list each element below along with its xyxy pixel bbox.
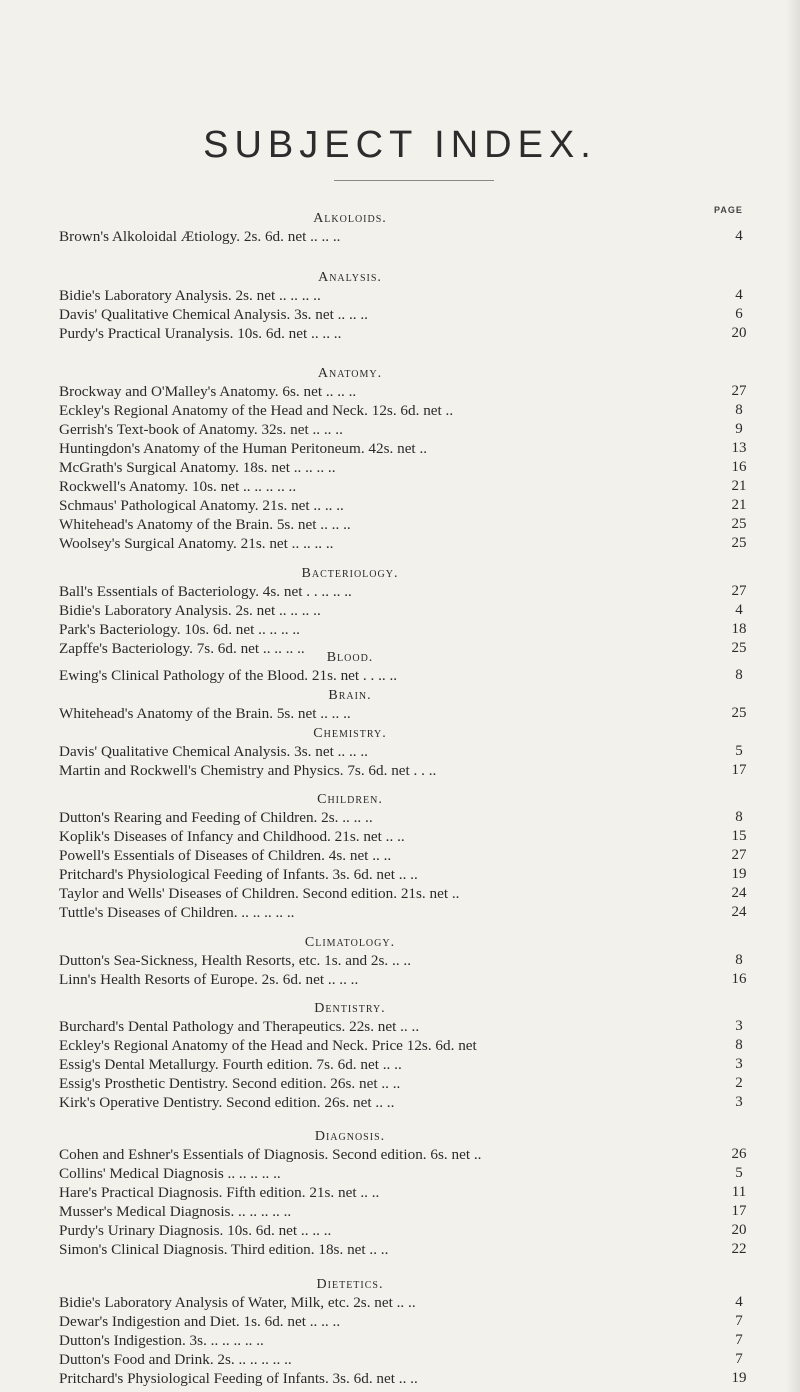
entry-page-number: 19: [731, 1370, 747, 1386]
entry-title: Davis' Qualitative Chemical Analysis. 3s. net .. .. ..: [59, 743, 368, 760]
entry-title: Woolsey's Surgical Anatomy. 21s. net .. .. .. ..: [59, 535, 334, 552]
entry-page-number: 3: [735, 1094, 743, 1110]
index-entry: [59, 1350, 779, 1369]
entry-page-number: 22: [731, 1241, 747, 1257]
entry-title: Eckley's Regional Anatomy of the Head and Neck. 12s. 6d. net ..: [59, 402, 454, 419]
index-entry: [59, 1240, 779, 1259]
section-heading: Diagnosis.: [314, 1129, 386, 1144]
entry-title: Brockway and O'Malley's Anatomy. 6s. net .. .. ..: [59, 383, 357, 400]
entry-title: Pritchard's Physiological Feeding of Infants. 3s. 6d. net .. ..: [59, 1370, 418, 1387]
index-entry: [59, 420, 779, 439]
entry-page-number: 27: [731, 583, 747, 599]
entry-title: Bidie's Laboratory Analysis of Water, Milk, etc. 2s. net .. ..: [59, 1294, 416, 1311]
entry-title: Dutton's Food and Drink. 2s. .. .. .. .. ..: [59, 1351, 292, 1368]
entry-page-number: 21: [731, 497, 747, 513]
index-entry: [59, 534, 779, 553]
index-entry: [59, 761, 779, 780]
entry-title: Schmaus' Pathological Anatomy. 21s. net .. .. ..: [59, 497, 344, 514]
entry-title: Powell's Essentials of Diseases of Children. 4s. net .. ..: [59, 847, 392, 864]
entry-title: Martin and Rockwell's Chemistry and Physics. 7s. 6d. net . . ..: [59, 762, 437, 779]
title-rule: [334, 180, 494, 181]
entry-page-number: 3: [735, 1056, 743, 1072]
entry-page-number: 25: [731, 535, 747, 551]
entry-page-number: 7: [735, 1313, 743, 1329]
entry-title: Purdy's Practical Uranalysis. 10s. 6d. net .. .. ..: [59, 325, 342, 342]
entry-page-number: 17: [731, 762, 747, 778]
index-entry: [59, 1369, 779, 1388]
index-entry: [59, 515, 779, 534]
section-heading: Chemistry.: [313, 726, 387, 741]
entry-title: Park's Bacteriology. 10s. 6d. net .. .. .. ..: [59, 621, 300, 638]
entry-title: Musser's Medical Diagnosis. .. .. .. .. ..: [59, 1203, 292, 1220]
entry-page-number: 15: [731, 828, 747, 844]
entry-title: Gerrish's Text-book of Anatomy. 32s. net .. .. ..: [59, 421, 343, 438]
entry-title: Simon's Clinical Diagnosis. Third edition. 18s. net .. ..: [59, 1241, 389, 1258]
index-entry: [59, 903, 779, 922]
entry-title: Whitehead's Anatomy of the Brain. 5s. net .. .. ..: [59, 516, 351, 533]
index-entry: [59, 1164, 779, 1183]
entry-title: Dutton's Indigestion. 3s. .. .. .. .. ..: [59, 1332, 264, 1349]
index-entry: [59, 951, 779, 970]
entry-page-number: 20: [731, 1222, 747, 1238]
entry-page-number: 6: [735, 306, 743, 322]
entry-page-number: 8: [735, 667, 743, 683]
entry-title: Tuttle's Diseases of Children. .. .. .. .. ..: [59, 904, 295, 921]
entry-page-number: 16: [731, 971, 747, 987]
entry-title: Purdy's Urinary Diagnosis. 10s. 6d. net .. .. ..: [59, 1222, 332, 1239]
section-heading: Children.: [317, 792, 383, 807]
index-entry: [59, 884, 779, 903]
entry-page-number: 17: [731, 1203, 747, 1219]
entry-title: Hare's Practical Diagnosis. Fifth edition. 21s. net .. ..: [59, 1184, 380, 1201]
entry-page-number: 19: [731, 866, 747, 882]
index-entry: [59, 970, 779, 989]
entry-title: Zapffe's Bacteriology. 7s. 6d. net .. .. .. ..: [59, 640, 305, 657]
entry-page-number: 16: [731, 459, 747, 475]
entry-title: Bidie's Laboratory Analysis. 2s. net .. .. .. ..: [59, 602, 321, 619]
entry-title: Whitehead's Anatomy of the Brain. 5s. net .. .. ..: [59, 705, 351, 722]
index-entry: [59, 1183, 779, 1202]
entry-page-number: 21: [731, 478, 747, 494]
section-heading: Blood.: [326, 650, 374, 665]
entry-page-number: 20: [731, 325, 747, 341]
entry-title: Rockwell's Anatomy. 10s. net .. .. .. .. ..: [59, 478, 297, 495]
entry-title: Dewar's Indigestion and Diet. 1s. 6d. net .. .. ..: [59, 1313, 341, 1330]
section-heading: Dietetics.: [316, 1277, 384, 1292]
index-entry: [59, 227, 779, 246]
entry-page-number: 7: [735, 1332, 743, 1348]
index-entry: [59, 401, 779, 420]
index-entry: [59, 1293, 779, 1312]
entry-page-number: 7: [735, 1351, 743, 1367]
index-entry: [59, 827, 779, 846]
entry-page-number: 26: [731, 1146, 747, 1162]
entry-title: Dutton's Rearing and Feeding of Children. 2s. .. .. ..: [59, 809, 373, 826]
section-heading: Climatology.: [304, 935, 396, 950]
section-heading: Alkoloids.: [313, 211, 387, 226]
entry-page-number: 27: [731, 383, 747, 399]
index-entry: [59, 324, 779, 343]
entry-page-number: 2: [735, 1075, 743, 1091]
section-heading: Anatomy.: [317, 366, 383, 381]
section-heading: Analysis.: [318, 270, 382, 285]
index-entry: [59, 1093, 779, 1112]
entry-title: Taylor and Wells' Diseases of Children. Second edition. 21s. net ..: [59, 885, 460, 902]
index-entry: [59, 742, 779, 761]
entry-page-number: 8: [735, 1037, 743, 1053]
entry-page-number: 4: [735, 228, 743, 244]
entry-title: Pritchard's Physiological Feeding of Infants. 3s. 6d. net .. ..: [59, 866, 418, 883]
index-entry: [59, 439, 779, 458]
index-entry: [59, 620, 779, 639]
entry-page-number: 27: [731, 847, 747, 863]
entry-page-number: 11: [731, 1184, 747, 1200]
index-entry: [59, 1145, 779, 1164]
page-edge-shadow: [786, 0, 800, 1392]
index-entry: [59, 1017, 779, 1036]
index-entry: [59, 286, 779, 305]
index-entry: [59, 458, 779, 477]
index-entry: [59, 582, 779, 601]
entry-title: Brown's Alkoloidal Ætiology. 2s. 6d. net .. .. ..: [59, 228, 341, 245]
entry-page-number: 9: [735, 421, 743, 437]
index-entry: [59, 666, 779, 685]
entry-title: McGrath's Surgical Anatomy. 18s. net .. .. .. ..: [59, 459, 336, 476]
index-entry: [59, 704, 779, 723]
index-entry: [59, 1055, 779, 1074]
index-entry: [59, 477, 779, 496]
entry-page-number: 4: [735, 287, 743, 303]
index-entry: [59, 808, 779, 827]
index-entry: [59, 1312, 779, 1331]
index-entry: [59, 1074, 779, 1093]
section-heading: Dentistry.: [314, 1001, 386, 1016]
entry-page-number: 24: [731, 885, 747, 901]
index-entry: [59, 1331, 779, 1350]
index-entry: [59, 1202, 779, 1221]
entry-page-number: 4: [735, 1294, 743, 1310]
entry-title: Burchard's Dental Pathology and Therapeutics. 22s. net .. ..: [59, 1018, 420, 1035]
section-heading: Bacteriology.: [301, 566, 399, 581]
entry-page-number: 8: [735, 809, 743, 825]
index-entry: [59, 601, 779, 620]
index-entry: [59, 305, 779, 324]
entry-page-number: 25: [731, 640, 747, 656]
index-entry: [59, 382, 779, 401]
entry-page-number: 3: [735, 1018, 743, 1034]
entry-title: Kirk's Operative Dentistry. Second edition. 26s. net .. ..: [59, 1094, 395, 1111]
entry-title: Essig's Prosthetic Dentistry. Second edition. 26s. net .. ..: [59, 1075, 401, 1092]
entry-page-number: 5: [735, 1165, 743, 1181]
entry-title: Koplik's Diseases of Infancy and Childhood. 21s. net .. ..: [59, 828, 405, 845]
entry-page-number: 24: [731, 904, 747, 920]
page-column-label: PAGE: [714, 205, 743, 215]
entry-title: Ewing's Clinical Pathology of the Blood. 21s. net . . .. ..: [59, 667, 398, 684]
entry-title: Cohen and Eshner's Essentials of Diagnosis. Second edition. 6s. net ..: [59, 1146, 482, 1163]
entry-page-number: 13: [731, 440, 747, 456]
entry-page-number: 25: [731, 705, 747, 721]
entry-page-number: 18: [731, 621, 747, 637]
entry-title: Bidie's Laboratory Analysis. 2s. net .. .. .. ..: [59, 287, 321, 304]
index-entry: [59, 846, 779, 865]
index-entry: [59, 1221, 779, 1240]
entry-page-number: 8: [735, 402, 743, 418]
entry-title: Davis' Qualitative Chemical Analysis. 3s. net .. .. ..: [59, 306, 368, 323]
entry-title: Essig's Dental Metallurgy. Fourth edition. 7s. 6d. net .. ..: [59, 1056, 402, 1073]
entry-title: Dutton's Sea-Sickness, Health Resorts, etc. 1s. and 2s. .. ..: [59, 952, 412, 969]
entry-title: Collins' Medical Diagnosis .. .. .. .. ..: [59, 1165, 281, 1182]
entry-title: Ball's Essentials of Bacteriology. 4s. net . . .. .. ..: [59, 583, 352, 600]
entry-page-number: 8: [735, 952, 743, 968]
entry-page-number: 5: [735, 743, 743, 759]
entry-title: Eckley's Regional Anatomy of the Head and Neck. Price 12s. 6d. net: [59, 1037, 477, 1054]
entry-title: Huntingdon's Anatomy of the Human Peritoneum. 42s. net ..: [59, 440, 428, 457]
entry-title: Linn's Health Resorts of Europe. 2s. 6d. net .. .. ..: [59, 971, 359, 988]
entry-page-number: 4: [735, 602, 743, 618]
section-heading: Brain.: [328, 688, 372, 703]
entry-page-number: 25: [731, 516, 747, 532]
index-entry: [59, 496, 779, 515]
index-entry: [59, 865, 779, 884]
index-entry: [59, 1036, 779, 1055]
page-title: SUBJECT INDEX.: [203, 124, 597, 166]
